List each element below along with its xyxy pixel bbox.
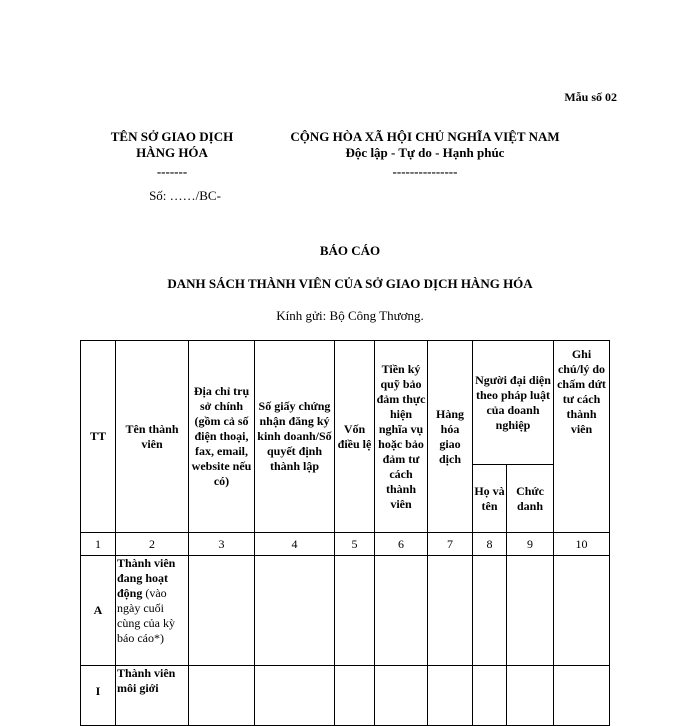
table-cell bbox=[189, 556, 255, 666]
col-number: 6 bbox=[375, 533, 428, 556]
recipient-line: Kính gửi: Bộ Công Thương. bbox=[276, 308, 424, 323]
table-cell bbox=[255, 666, 335, 726]
table-cell bbox=[507, 556, 554, 666]
table-cell bbox=[473, 666, 507, 726]
row-code: I bbox=[81, 666, 116, 726]
table-row bbox=[81, 556, 610, 666]
header-rep-title: Chức danh bbox=[507, 465, 554, 533]
header-tt: TT bbox=[81, 341, 116, 533]
header-license: Số giấy chứng nhận đăng ký kinh doanh/Số quyết định thành lập bbox=[255, 341, 335, 533]
col-number: 3 bbox=[189, 533, 255, 556]
document-number: Số: ……/BC- bbox=[149, 188, 221, 203]
col-number: 10 bbox=[554, 533, 610, 556]
agency-name-line1: TÊN SỞ GIAO DỊCH bbox=[110, 129, 234, 144]
report-title: BÁO CÁO bbox=[319, 243, 381, 258]
col-number: 5 bbox=[335, 533, 375, 556]
member-table bbox=[80, 340, 610, 726]
header-capital: Vốn điều lệ bbox=[335, 341, 375, 533]
motto: Độc lập - Tự do - Hạnh phúc bbox=[345, 145, 505, 160]
row-label-bold: Thành viên môi giới bbox=[117, 666, 176, 695]
row-code: A bbox=[81, 556, 116, 666]
row-label-note: (vào ngày cuối cùng của kỳ báo cáo*) bbox=[117, 586, 175, 645]
table-cell bbox=[255, 556, 335, 666]
header-address: Địa chỉ trụ sở chính (gồm cả số điện thoại, fax, email, website nếu có) bbox=[189, 341, 255, 533]
motto-divider: --------------- bbox=[392, 164, 458, 179]
national-motto bbox=[275, 129, 575, 161]
table-row bbox=[81, 666, 610, 726]
row-label bbox=[116, 666, 189, 726]
header-rep-name: Họ và tên bbox=[473, 465, 507, 533]
agency-divider: ------- bbox=[156, 164, 188, 179]
report-subtitle: DANH SÁCH THÀNH VIÊN CỦA SỞ GIAO DỊCH HÀNG HÓA bbox=[167, 276, 533, 291]
table-cell bbox=[473, 556, 507, 666]
header-representative: Người đại diện theo pháp luật của doanh nghiệp bbox=[473, 341, 554, 465]
col-number: 1 bbox=[81, 533, 116, 556]
national-title: CỘNG HÒA XÃ HỘI CHỦ NGHĨA VIỆT NAM bbox=[290, 129, 560, 144]
row-label-bold: Thành viên đang hoạt động bbox=[117, 556, 176, 600]
table-cell bbox=[335, 666, 375, 726]
table-cell bbox=[428, 666, 473, 726]
agency-name-line2: HÀNG HÓA bbox=[136, 145, 208, 160]
table-cell bbox=[554, 556, 610, 666]
table-cell bbox=[375, 556, 428, 666]
col-number: 7 bbox=[428, 533, 473, 556]
header-notes: Ghi chú/lý do chấm dứt tư cách thành viên bbox=[554, 341, 610, 533]
table-cell bbox=[335, 556, 375, 666]
table-cell bbox=[428, 556, 473, 666]
table-cell bbox=[375, 666, 428, 726]
table-cell bbox=[189, 666, 255, 726]
header-member-name: Tên thành viên bbox=[116, 341, 189, 533]
col-number: 2 bbox=[116, 533, 189, 556]
table-cell bbox=[554, 666, 610, 726]
row-label bbox=[116, 556, 189, 666]
agency-name bbox=[100, 129, 244, 161]
header-goods: Hàng hóa giao dịch bbox=[428, 341, 473, 533]
form-code: Mẫu số 02 bbox=[564, 90, 617, 104]
col-number: 8 bbox=[473, 533, 507, 556]
header-deposit: Tiền ký quỹ bảo đảm thực hiện nghĩa vụ hoặc bảo đảm tư cách thành viên bbox=[375, 341, 428, 533]
table-cell bbox=[507, 666, 554, 726]
col-number: 9 bbox=[507, 533, 554, 556]
col-number: 4 bbox=[255, 533, 335, 556]
